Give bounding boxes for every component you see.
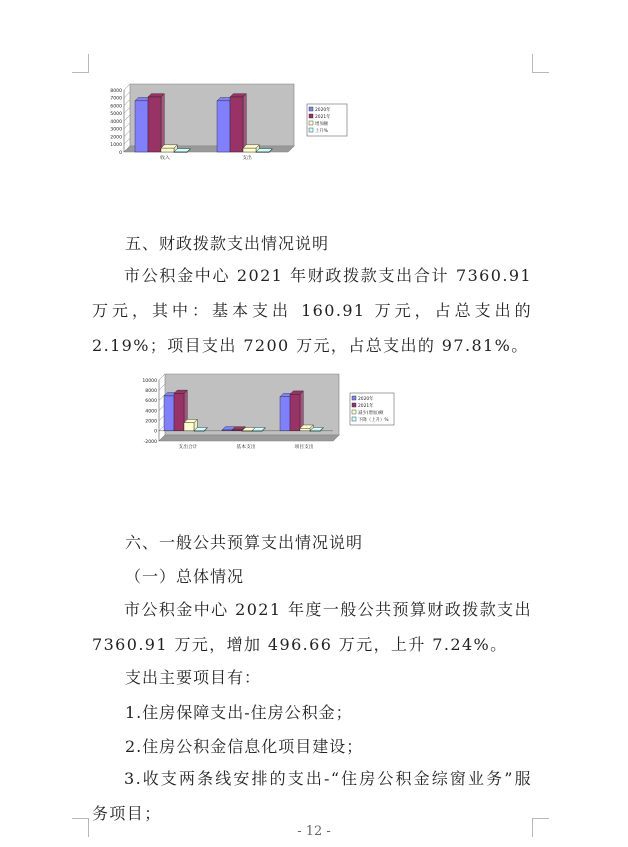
chart1-y-tick-label: 1000: [110, 143, 122, 149]
chart1-legend-swatch: [309, 128, 313, 132]
chart2-legend-label: 2021年: [358, 403, 374, 409]
chart2-bar: [252, 431, 262, 432]
chart2-category-label: 基本支出: [236, 445, 256, 450]
chart2-bar: [280, 397, 290, 431]
chart1-y-tick-label: 8000: [110, 88, 122, 94]
chart1-bar: [135, 101, 148, 152]
chart2-y-tick-label: 0: [154, 429, 157, 435]
chart1-bar-side: [243, 94, 246, 152]
chart2-gridline: [159, 384, 165, 390]
chart2-y-tick-label: 4000: [145, 409, 157, 415]
section5-paragraph: [92, 258, 532, 363]
chart2-bar: [164, 396, 174, 431]
chart2-bar: [194, 431, 204, 432]
item-3-block: [92, 761, 532, 831]
chart1-y-tick-label: 2000: [110, 135, 122, 141]
chart2-y-tick-label: 8000: [145, 388, 157, 394]
chart-income-expense: [102, 80, 352, 166]
chart1-legend-label: 2021年: [315, 114, 331, 120]
chart-fiscal-expenditure: [135, 371, 395, 461]
chart1-gridline: [124, 84, 130, 90]
chart2-plot-floor: [159, 435, 339, 441]
chart2-y-tick-label: -2000: [143, 439, 157, 445]
chart2-y-tick-label: 6000: [145, 399, 157, 405]
chart1-bar: [174, 152, 187, 153]
chart1-gridline: [124, 131, 130, 137]
chart2-bar: [174, 393, 184, 430]
chart1-bar-side: [161, 94, 164, 152]
chart1-y-tick-label: 5000: [110, 112, 122, 118]
crop-mark-top-right: [532, 54, 549, 73]
chart1-bar: [243, 148, 256, 152]
chart2-y-tick-label: 10000: [142, 378, 157, 384]
item-1: 1.住房保障支出-住房公积金；: [125, 703, 353, 722]
chart1-legend-swatch: [309, 121, 313, 125]
section5-heading: 五、财政拨款支出情况说明: [125, 234, 330, 253]
chart2-legend-swatch: [352, 396, 356, 400]
chart2-bar-side: [300, 391, 303, 431]
chart2-legend-swatch: [352, 410, 356, 414]
item-2: 2.住房公积金信息化项目建设；: [125, 737, 364, 756]
chart2-legend-label: 2020年: [358, 396, 374, 402]
chart1-y-tick-label: 4000: [110, 119, 122, 125]
chart1-bar: [230, 97, 243, 152]
chart2-legend-swatch: [352, 417, 356, 421]
chart2-bar: [242, 431, 252, 432]
chart1-legend-label: 2020年: [315, 107, 331, 113]
section6-paragraph: [92, 592, 532, 662]
chart2-legend-swatch: [352, 403, 356, 407]
chart1-gridline: [124, 123, 130, 129]
chart1-legend-swatch: [309, 107, 313, 111]
chart1-gridline: [124, 92, 130, 98]
section6-subheading: （一）总体情况: [125, 567, 245, 586]
items-intro: 支出主要项目有：: [125, 668, 262, 687]
chart1-category-label: 支出: [242, 156, 252, 161]
chart2-gridline: [159, 374, 165, 380]
page-number: - 12 -: [297, 824, 331, 839]
chart2-category-label: 支出合计: [178, 445, 198, 450]
chart1-gridline: [124, 138, 130, 144]
item-3: 3.收支两条线安排的支出-“住房公积金综窗业务”服务项目；: [92, 769, 532, 823]
chart2-bar: [232, 430, 242, 431]
chart1-y-tick-label: 6000: [110, 104, 122, 110]
chart1-gridline: [124, 100, 130, 106]
chart2-bar: [222, 430, 232, 431]
chart2-bar: [310, 431, 320, 432]
chart1-legend-label: 增加额: [315, 121, 329, 127]
chart-fiscal-expenditure-svg: [135, 371, 395, 457]
section6-heading: 六、一般公共预算支出情况说明: [125, 533, 364, 552]
chart1-y-tick-label: 7000: [110, 96, 122, 102]
section6-text: 市公积金中心 2021 年度一般公共预算财政拨款支出 7360.91 万元，增加 496.66 万元，上升 7.24%。: [92, 600, 532, 654]
chart1-legend-label: 上升%: [315, 128, 328, 134]
chart2-bar: [300, 428, 310, 431]
chart1-y-tick-label: 0: [119, 150, 122, 156]
chart-income-expense-svg: [102, 80, 352, 162]
chart1-legend-swatch: [309, 114, 313, 118]
chart2-bar: [290, 394, 300, 431]
chart2-bar: [184, 423, 194, 431]
chart2-category-label: 项目支出: [294, 445, 314, 450]
chart1-gridline: [124, 115, 130, 121]
chart2-legend-label: 下降（上升）%: [358, 417, 389, 423]
chart1-category-label: 收入: [160, 156, 170, 161]
chart1-bar: [256, 152, 269, 153]
chart2-y-tick-label: 2000: [145, 419, 157, 425]
chart1-bar: [161, 148, 174, 152]
crop-mark-top-left: [72, 54, 89, 73]
section5-text: 市公积金中心 2021 年财政拨款支出合计 7360.91 万元，其中：基本支出 160.91 万元，占总支出的 2.19%；项目支出 7200 万元，占总支出的 97.81%。: [92, 266, 532, 355]
chart1-y-tick-label: 3000: [110, 127, 122, 133]
chart1-bar: [217, 101, 230, 152]
chart1-gridline: [124, 107, 130, 113]
chart1-bar: [148, 97, 161, 152]
chart2-legend-label: 减少(增加)额: [358, 410, 384, 416]
